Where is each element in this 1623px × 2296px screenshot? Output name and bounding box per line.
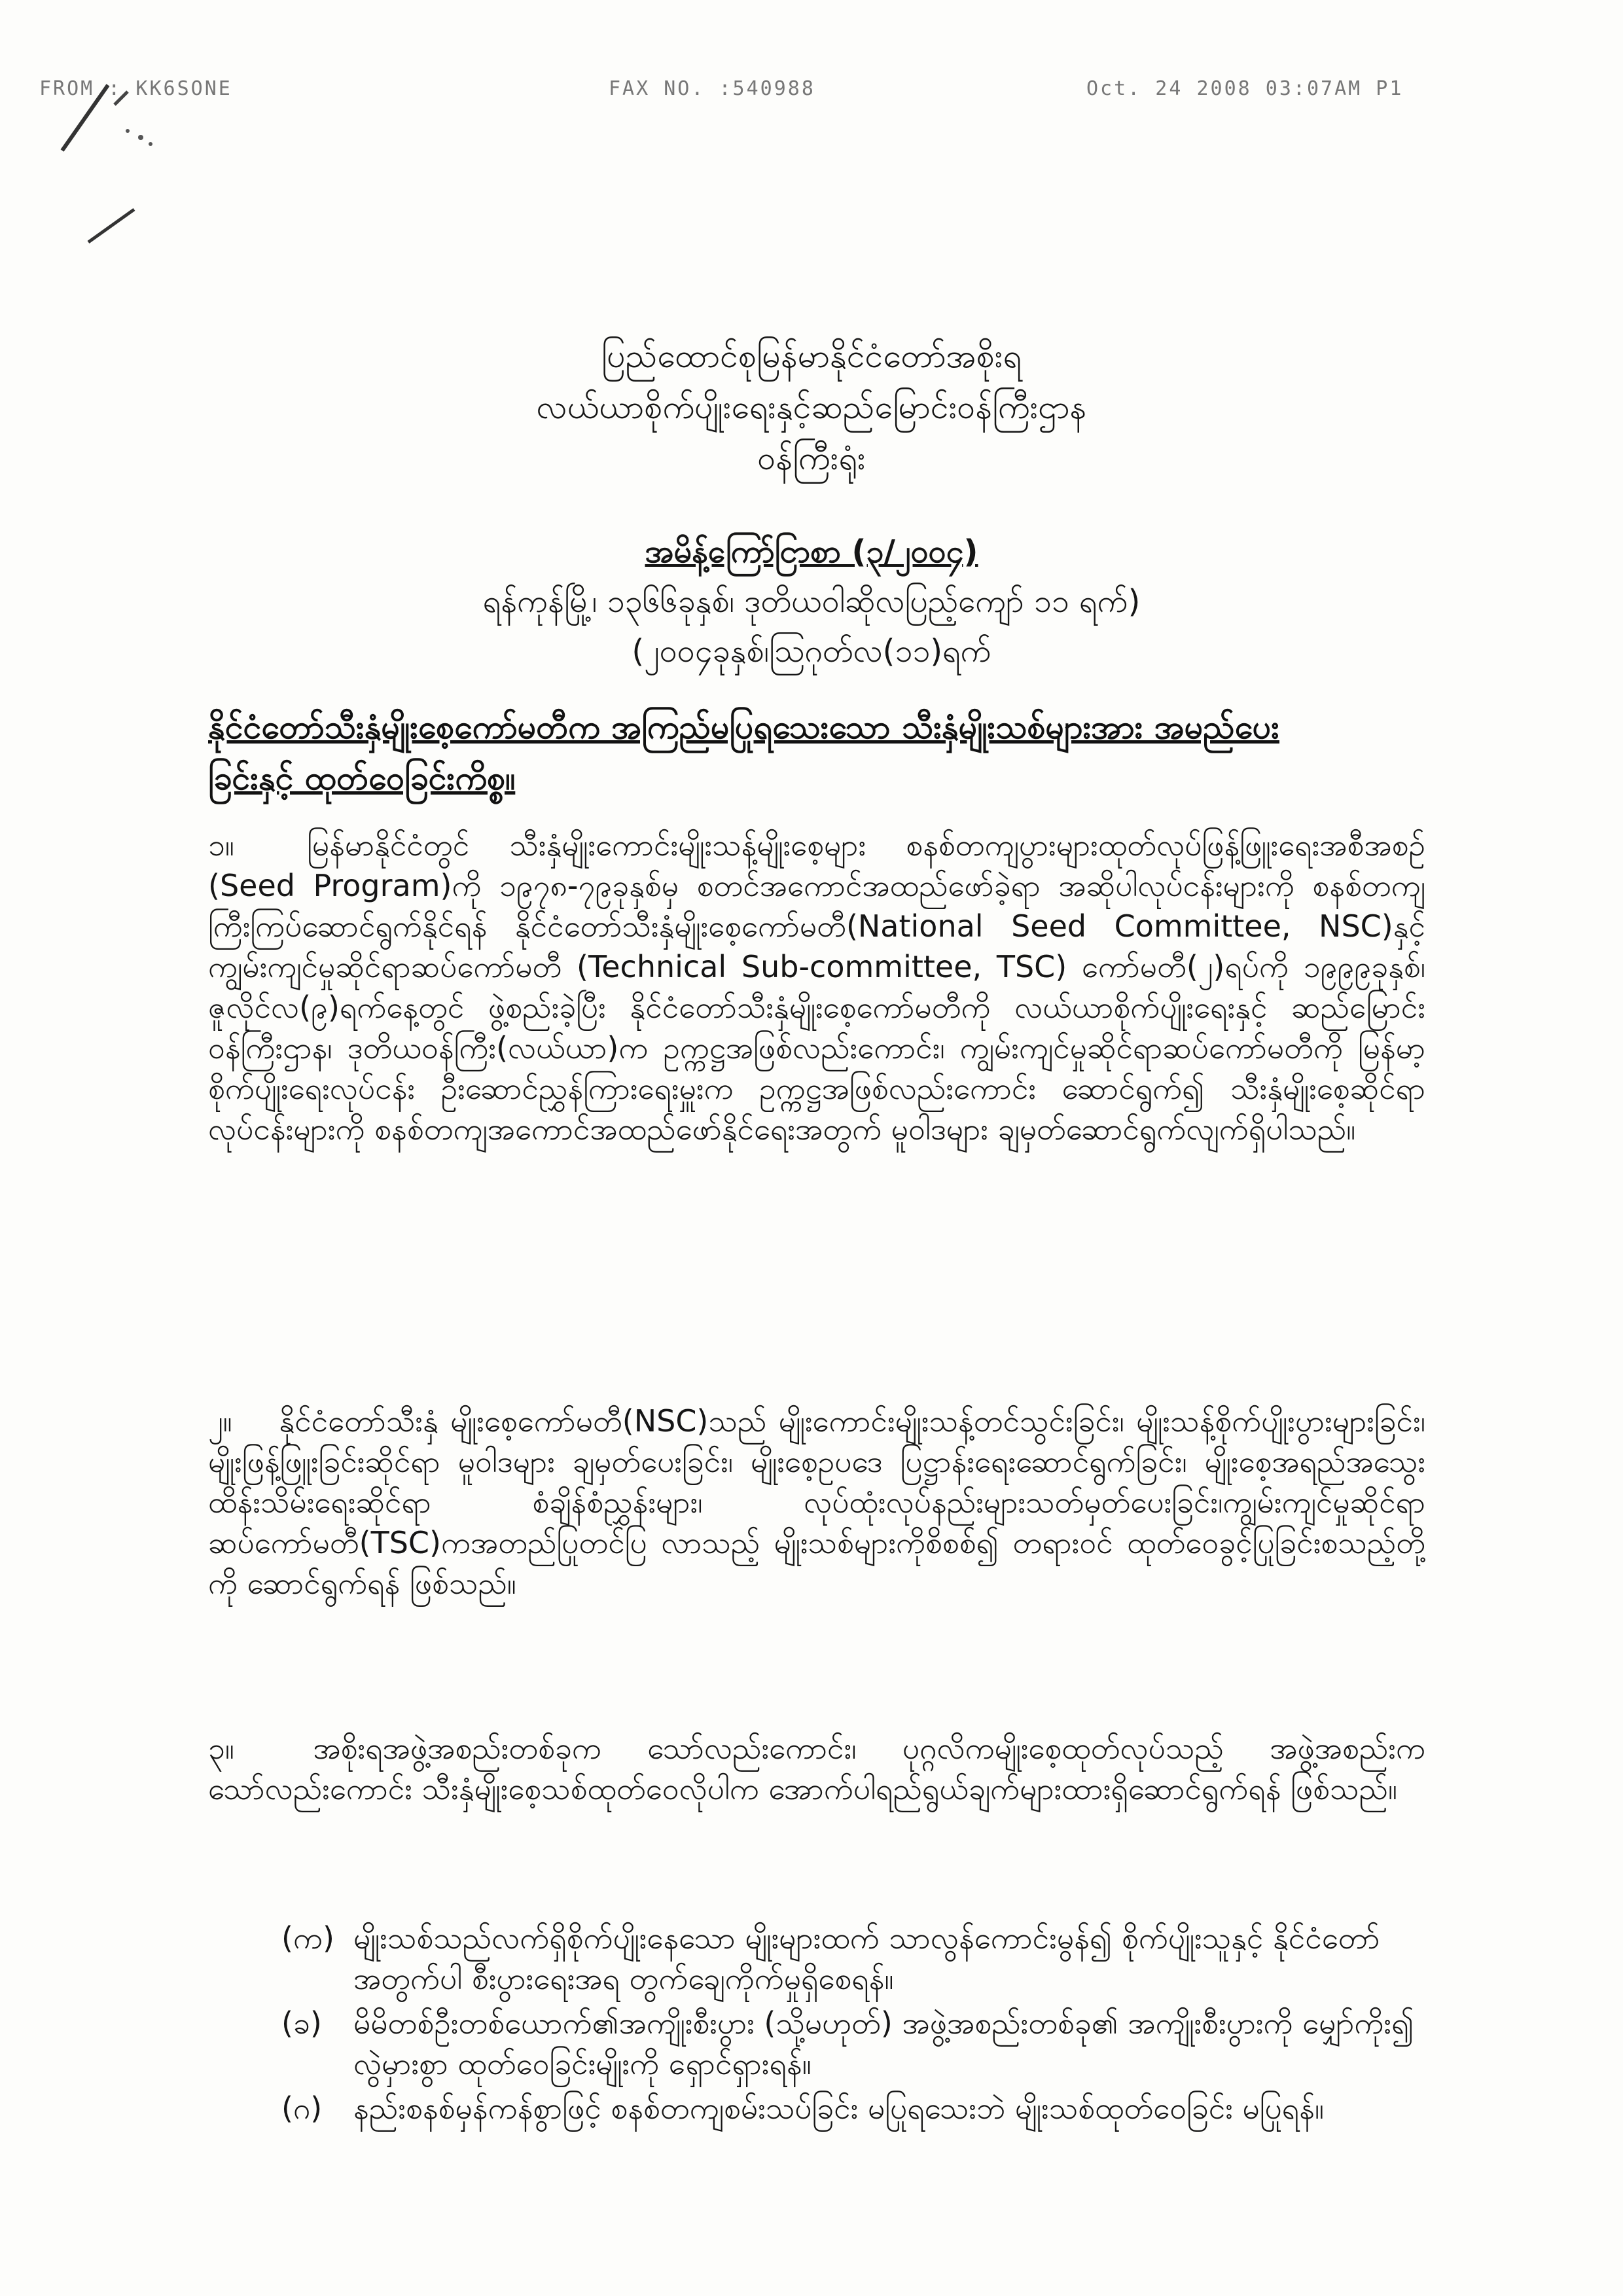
fax-date: Oct. 24 2008 03:07AM P1 [1086, 77, 1404, 100]
handwritten-scribble-mark [36, 79, 180, 288]
list-item-marker: (ဂ) [281, 2090, 323, 2126]
paragraph-1 [208, 825, 1425, 1149]
paragraph-3 [208, 1728, 1425, 1809]
paragraph-number: ၃။ [208, 1731, 234, 1766]
letterhead-office: ဝန်ကြီးရုံး [757, 439, 866, 477]
paragraph-text: နိုင်ငံတော်သီးနှံ မျိုးစေ့ကော်မတီ(NSC)သည် မျိုးကောင်းမျိုးသန့်တင်သွင်းခြင်း၊ မျိုးသန့်စိုက်ပျိုးပွားများခြင်း၊ မျိုးဖြန့်ဖြူးခြင်းဆိုင်ရာ မူဝါဒများ ချမှတ်ပေးခြင်း၊ မျိုးစေ့ဥပဒေ ပြဋ္ဌာန်းရေးဆောင်ရွက်ခြင်း၊ မျိုးစေ့အရည်အသွေးထိန်းသိမ်းရေးဆိုင်ရာ စံချိန်စံညွှန်းများ၊ လုပ်ထုံးလုပ်နည်းများသတ်မှတ်ပေးခြင်း၊ကျွမ်းကျင်မှုဆိုင်ရာဆပ်ကော်မတီ(TSC)ကအတည်ပြုတင်ပြ လာသည့် မျိုးသစ်များကိုစိစစ်၍ တရားဝင် ထုတ်ဝေခွင့်ပြုခြင်းစသည့်တို့ကို ဆောင်ရွက်ရန် ဖြစ်သည်။ [208, 1403, 1425, 1601]
list-item-text: မိမိတစ်ဦးတစ်ယောက်၏အကျိုးစီးပွား (သို့မဟုတ်) အဖွဲ့အစည်းတစ်ခု၏ အကျိုးစီးပွားကို မျှော်ကိုး၍ လွဲမှားစွာ ထုတ်ဝေခြင်းမျိုးကို ရှောင်ရှားရန်။ [353, 2005, 1414, 2081]
paragraph-number: ၁။ [208, 827, 234, 863]
notice-date-myanmar: ရန်ကုန်မြို့၊ ၁၃၆၆ခုနှစ်၊ ဒုတိယဝါဆိုလပြည့်ကျော် ၁၁ ရက်) [482, 583, 1141, 620]
list-item [281, 2088, 1433, 2128]
fax-header [0, 77, 1623, 117]
letterhead [0, 331, 1623, 484]
list-item-text: မျိုးသစ်သည်လက်ရှိစိုက်ပျိုးနေသော မျိုးများထက် သာလွန်ကောင်းမွန်၍ စိုက်ပျိုးသူနှင့် နိုင်ငံတော်အတွက်ပါ စီးပွားရေးအရ တွက်ချေကိုက်မှုရှိစေရန်။ [353, 1920, 1380, 1996]
paragraph-text: မြန်မာနိုင်ငံတွင် သီးနှံမျိုးကောင်းမျိုးသန့်မျိုးစေ့များ စနစ်တကျပွားများထုတ်လုပ်ဖြန့်ဖြူးရေးအစီအစဉ် (Seed Program)ကို ၁၉၇၈-၇၉ခုနှစ်မှ စတင်အကောင်အထည်ဖော်ခဲ့ရာ အဆိုပါလုပ်ငန်းများကို စနစ်တကျကြီးကြပ်ဆောင်ရွက်နိုင်ရန် နိုင်ငံတော်သီးနှံမျိုးစေ့ကော်မတီ(National Seed Committee, NSC)နှင့် ကျွမ်းကျင်မှုဆိုင်ရာဆပ်ကော်မတီ (Technical Sub-committee, TSC) ကော်မတီ(၂)ရပ်ကို ၁၉၉၉ခုနှစ်၊ ဇူလိုင်လ(၉)ရက်နေ့တွင် ဖွဲ့စည်းခဲ့ပြီး နိုင်ငံတော်သီးနှံမျိုးစေ့ကော်မတီကို လယ်ယာစိုက်ပျိုးရေးနှင့် ဆည်မြောင်းဝန်ကြီးဌာန၊ ဒုတိယဝန်ကြီး(လယ်ယာ)က ဥက္ကဋ္ဌအဖြစ်လည်းကောင်း၊ ကျွမ်းကျင်မှုဆိုင်ရာဆပ်ကော်မတီကို မြန်မာ့စိုက်ပျိုးရေးလုပ်ငန်း ဦးဆောင်ညွှန်ကြားရေးမှူးက ဥက္ကဋ္ဌအဖြစ်လည်းကောင်း ဆောင်ရွက်၍ သီးနှံမျိုးစေ့ဆိုင်ရာ လုပ်ငန်းများကို စနစ်တကျအကောင်အထည်ဖော်နိုင်ရေးအတွက် မူဝါဒများ ချမှတ်ဆောင်ရွက်လျက်ရှိပါသည်။ [208, 827, 1425, 1147]
paragraph-number: ၂။ [208, 1403, 232, 1439]
fax-number: FAX NO. :540988 [609, 77, 815, 100]
sub-item-list [281, 1918, 1433, 2132]
notice-header [0, 527, 1623, 676]
letterhead-government: ပြည်ထောင်စုမြန်မာနိုင်ငံတော်အစိုးရ [601, 337, 1022, 375]
fax-from: FROM : KK6SONE [39, 77, 232, 100]
subject-heading: နိုင်ငံတော်သီးနှံမျိုးစေ့ကော်မတီက အကြည်မပြုရသေးသော သီးနှံမျိုးသစ်များအား အမည်ပေးခြင်းနှင့် ထုတ်ဝေခြင်းကိစ္စ။ [208, 708, 1279, 797]
paragraph-text: အစိုးရအဖွဲ့အစည်းတစ်ခုက သော်လည်းကောင်း၊ ပုဂ္ဂလိကမျိုးစေ့ထုတ်လုပ်သည့် အဖွဲ့အစည်းက သော်လည်းကောင်း သီးနှံမျိုးစေ့သစ်ထုတ်ဝေလိုပါက အောက်ပါရည်ရွယ်ချက်များထားရှိဆောင်ရွက်ရန် ဖြစ်သည်။ [208, 1731, 1426, 1806]
notice-date-gregorian: (၂၀၀၄ခုနှစ်၊ဩဂုတ်လ(၁၁)ရက် [632, 633, 991, 670]
paragraph-2 [208, 1401, 1425, 1604]
list-item-text: နည်းစနစ်မှန်ကန်စွာဖြင့် စနစ်တကျစမ်းသပ်ခြင်း မပြုရသေးဘဲ မျိုးသစ်ထုတ်ဝေခြင်း မပြုရန်။ [353, 2090, 1324, 2126]
list-item [281, 2003, 1433, 2084]
list-item-marker: (က) [281, 1920, 334, 1956]
notice-title: အမိန့်ကြော်ငြာစာ (၃/၂၀၀၄) [645, 533, 978, 570]
letterhead-ministry: လယ်ယာစိုက်ပျိုးရေးနှင့်ဆည်မြောင်းဝန်ကြီးဌာန [536, 388, 1087, 426]
list-item-marker: (ခ) [281, 2005, 322, 2041]
list-item [281, 1918, 1433, 1999]
